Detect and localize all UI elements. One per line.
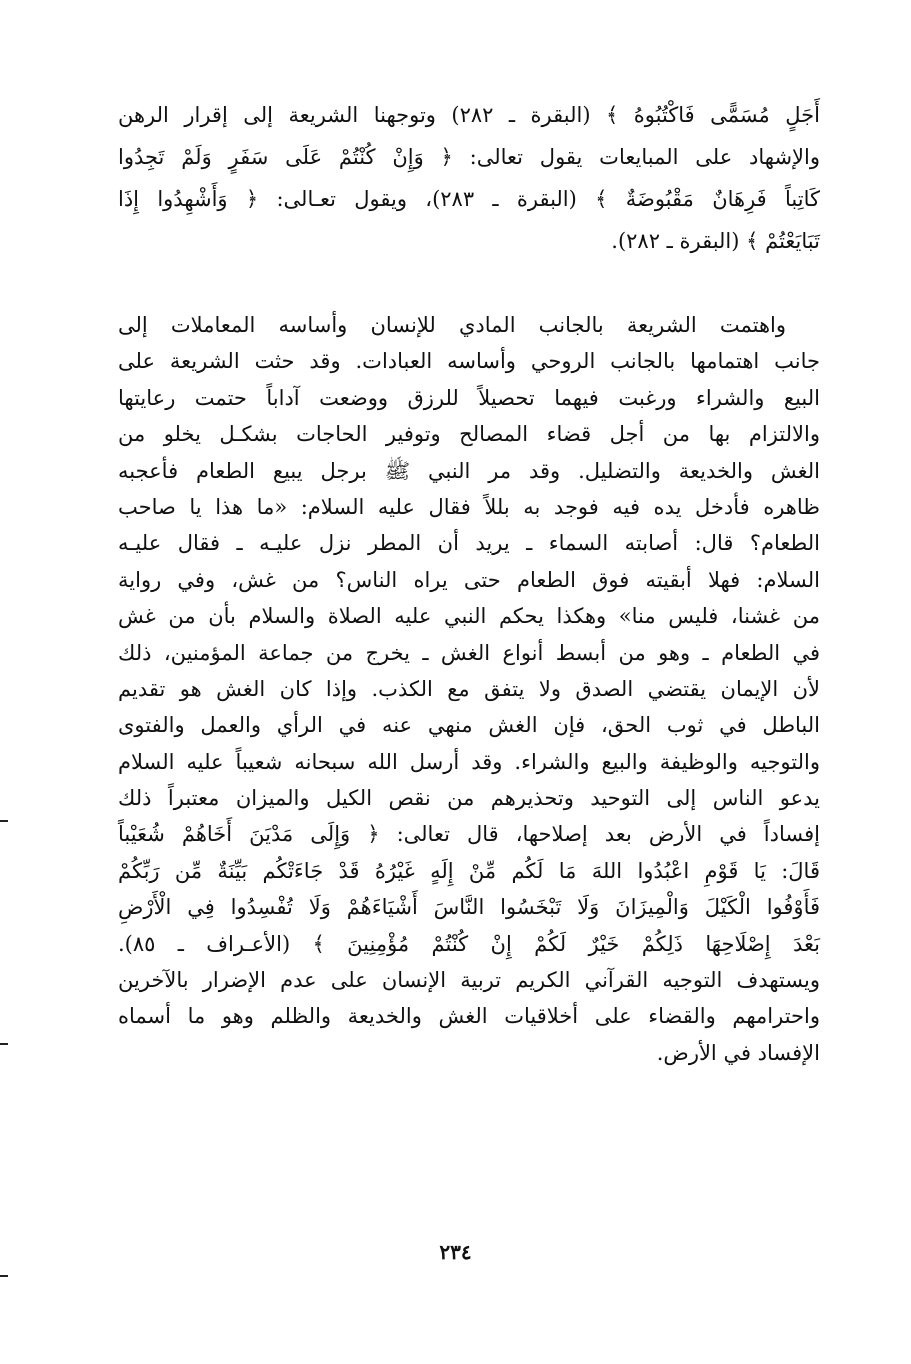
text-line: أَجَلٍ مُسَمًّى فَاكْتُبُوهُ ﴾ (البقرة ـ ٢٨٢) وتوجهنا الشريعة إلى إقرار الرهن bbox=[118, 103, 820, 127]
text-line: فَأَوْفُوا الْكَيْلَ وَالْمِيزَانَ وَلَا تَبْخَسُوا النَّاسَ أَشْيَاءَهُمْ وَلَا تُفْسِدُوا فِي الْأَرْضِ bbox=[118, 895, 820, 920]
text-line: البيع والشراء ورغبت فيهما تحصيلاً للرزق ووضعت آداباً حتمت رعايتها bbox=[118, 385, 820, 410]
page-number: ٢٣٤ bbox=[439, 1240, 472, 1264]
text-line: جانب اهتمامها بالجانب الروحي وأساسه العبادات. وقد حثت الشريعة على bbox=[118, 349, 820, 374]
text-line: والتوجيه والوظيفة والبيع والشراء. وقد أرسل الله سبحانه شعيباً عليه السلام bbox=[118, 749, 820, 774]
text-line: ظاهره فأدخل يده فيه فوجد به بللاً فقال عليه السلام: «ما هذا يا صاحب bbox=[118, 494, 820, 519]
text-line: واحترامهم والقضاء على أخلاقيات الغش والخديعة والظلم وهو ما أسماه bbox=[118, 1004, 820, 1029]
text-line: إفساداً في الأرض بعد إصلاحها، قال تعالى: ﴿ وَإِلَى مَدْيَنَ أَخَاهُمْ شُعَيْباً bbox=[118, 822, 820, 847]
text-line: الغش والخديعة والتضليل. وقد مر النبي ﷺ برجل يبيع الطعام فأعجبه bbox=[118, 458, 820, 483]
text-line: من غشنا، فليس منا» وهكذا يحكم النبي عليه الصلاة والسلام بأن من غش bbox=[118, 604, 820, 629]
text-line: الإفساد في الأرض. bbox=[656, 1040, 820, 1065]
text-line: ويستهدف التوجيه القرآني الكريم تربية الإنسان على عدم الإضرار بالآخرين bbox=[118, 968, 820, 993]
text-line: قَالَ: يَا قَوْمِ اعْبُدُوا اللهَ مَا لَكُم مِّنْ إِلَهٍ غَيْرُهُ قَدْ جَاءَتْكُم بَيِّنَةٌ مِّن رَبِّكُمْ bbox=[118, 858, 820, 883]
text-line: في الطعام ـ وهو من أبسط أنواع الغش ـ يخرج من جماعة المؤمنين، ذلك bbox=[118, 640, 820, 665]
text-line: والالتزام بها من أجل قضاء المصالح وتوفير الحاجات بشكـل يخلو من bbox=[118, 422, 820, 447]
paragraph-continuation bbox=[118, 94, 820, 262]
scan-edge-mark bbox=[0, 820, 8, 822]
text-line: السلام: فهلا أبقيته فوق الطعام حتى يراه الناس؟ من غش، وفي رواية bbox=[118, 567, 820, 592]
text-line: والإشهاد على المبايعات يقول تعالى: ﴿ وَإِنْ كُنْتُمْ عَلَى سَفَرٍ وَلَمْ تَجِدُوا bbox=[118, 145, 820, 169]
text-line: كَاتِباً فَرِهَانٌ مَقْبُوضَةٌ ﴾ (البقرة ـ ٢٨٣)، ويقول تعـالى: ﴿ وَأَشْهِدُوا إِذَا bbox=[118, 187, 820, 211]
paragraph-main bbox=[118, 307, 820, 1071]
text-line-indented: واهتمت الشريعة بالجانب المادي للإنسان وأساسه المعاملات إلى bbox=[118, 313, 786, 337]
text-line: يدعو الناس إلى التوحيد وتحذيرهم من نقص الكيل والميزان معتبراً ذلك bbox=[118, 786, 820, 811]
scan-edge-mark bbox=[0, 1043, 8, 1045]
text-line: بَعْدَ إِصْلَاحِهَا ذَلِكُمْ خَيْرٌ لَكُمْ إِنْ كُنْتُمْ مُؤْمِنِينَ ﴾ (الأعـراف ـ ٨٥). bbox=[118, 931, 820, 956]
scan-edge-mark bbox=[0, 1275, 8, 1277]
text-line: الطعام؟ قال: أصابته السماء ـ يريد أن المطر نزل عليـه ـ فقال عليـه bbox=[118, 531, 820, 556]
text-line: لأن الإيمان يقتضي الصدق ولا يتفق مع الكذب. وإذا كان الغش هو تقديم bbox=[118, 676, 820, 701]
text-line: الباطل في ثوب الحق، فإن الغش منهي عنه في الرأي والعمل والفتوى bbox=[118, 713, 820, 738]
text-line: تَبَايَعْتُمْ ﴾ (البقرة ـ ٢٨٢). bbox=[611, 229, 820, 253]
